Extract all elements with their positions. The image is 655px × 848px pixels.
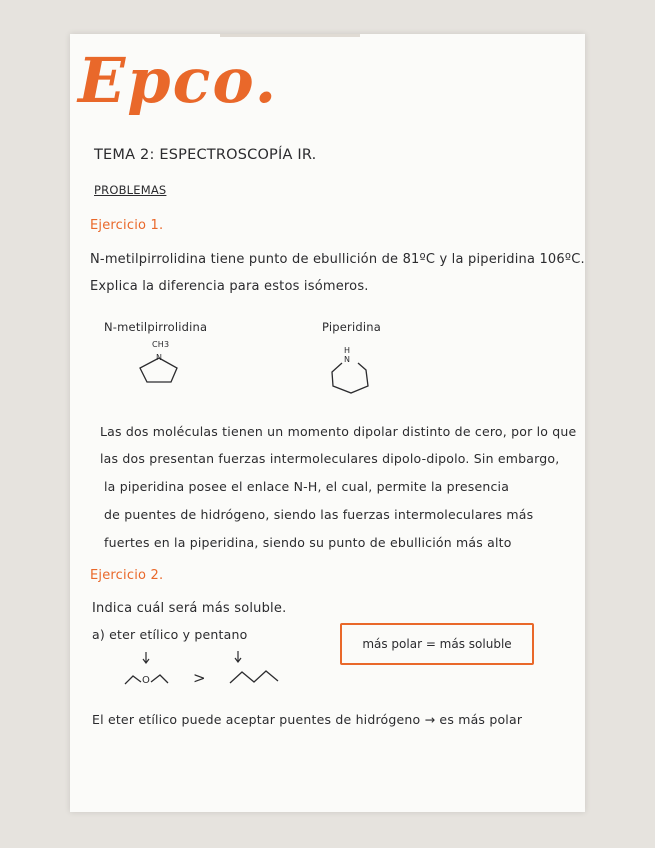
exercise-2-part-a: a) eter etílico y pentano	[92, 627, 248, 642]
ether-oxygen-atom: O	[142, 675, 151, 686]
boxed-note-text: más polar = más soluble	[362, 637, 512, 651]
section-heading: PROBLEMAS	[94, 183, 167, 197]
molecule-1-atom: N	[156, 353, 163, 362]
exercise-2-conclusion: El eter etílico puede aceptar puentes de hidrógeno → es más polar	[92, 712, 523, 727]
exercise-2-prompt: Indica cuál será más soluble.	[92, 601, 287, 616]
exercise-1-prompt-line-2: Explica la diferencia para estos isómeros.	[90, 279, 369, 294]
answer-line-1: Las dos moléculas tienen un momento dipolar distinto de cero, por lo que	[100, 424, 577, 439]
molecule-2-atom-h: H	[344, 346, 351, 355]
page-title: Epco.	[78, 44, 279, 117]
answer-line-3: la piperidina posee el enlace N-H, el cual, permite la presencia	[104, 479, 510, 494]
topic-heading: TEMA 2: ESPECTROSCOPÍA IR.	[94, 147, 317, 163]
exercise-1-prompt-line-1: N-metilpirrolidina tiene punto de ebullición de 81ºC y la piperidina 106ºC.	[90, 252, 585, 267]
molecule-2-atom: N	[344, 355, 351, 364]
molecule-1-substituent: CH3	[152, 340, 170, 349]
exercise-2-label: Ejercicio 2.	[90, 568, 164, 583]
answer-line-2: las dos presentan fuerzas intermoleculares dipolo-dipolo. Sin embargo,	[100, 451, 560, 466]
pyrrolidine-ring-structure	[135, 355, 185, 385]
answer-line-5: fuertes en la piperidina, siendo su punto de ebullición más alto	[104, 535, 512, 550]
comparison-sign: >	[193, 669, 206, 687]
piperidine-ring-structure	[328, 360, 374, 396]
answer-line-4: de puentes de hidrógeno, siendo las fuerzas intermoleculares más	[104, 507, 534, 522]
boxed-note	[340, 623, 534, 665]
molecule-2-name: Piperidina	[322, 320, 382, 334]
exercise-1-label: Ejercicio 1.	[90, 218, 164, 233]
molecule-1-name: N-metilpirrolidina	[104, 320, 208, 334]
